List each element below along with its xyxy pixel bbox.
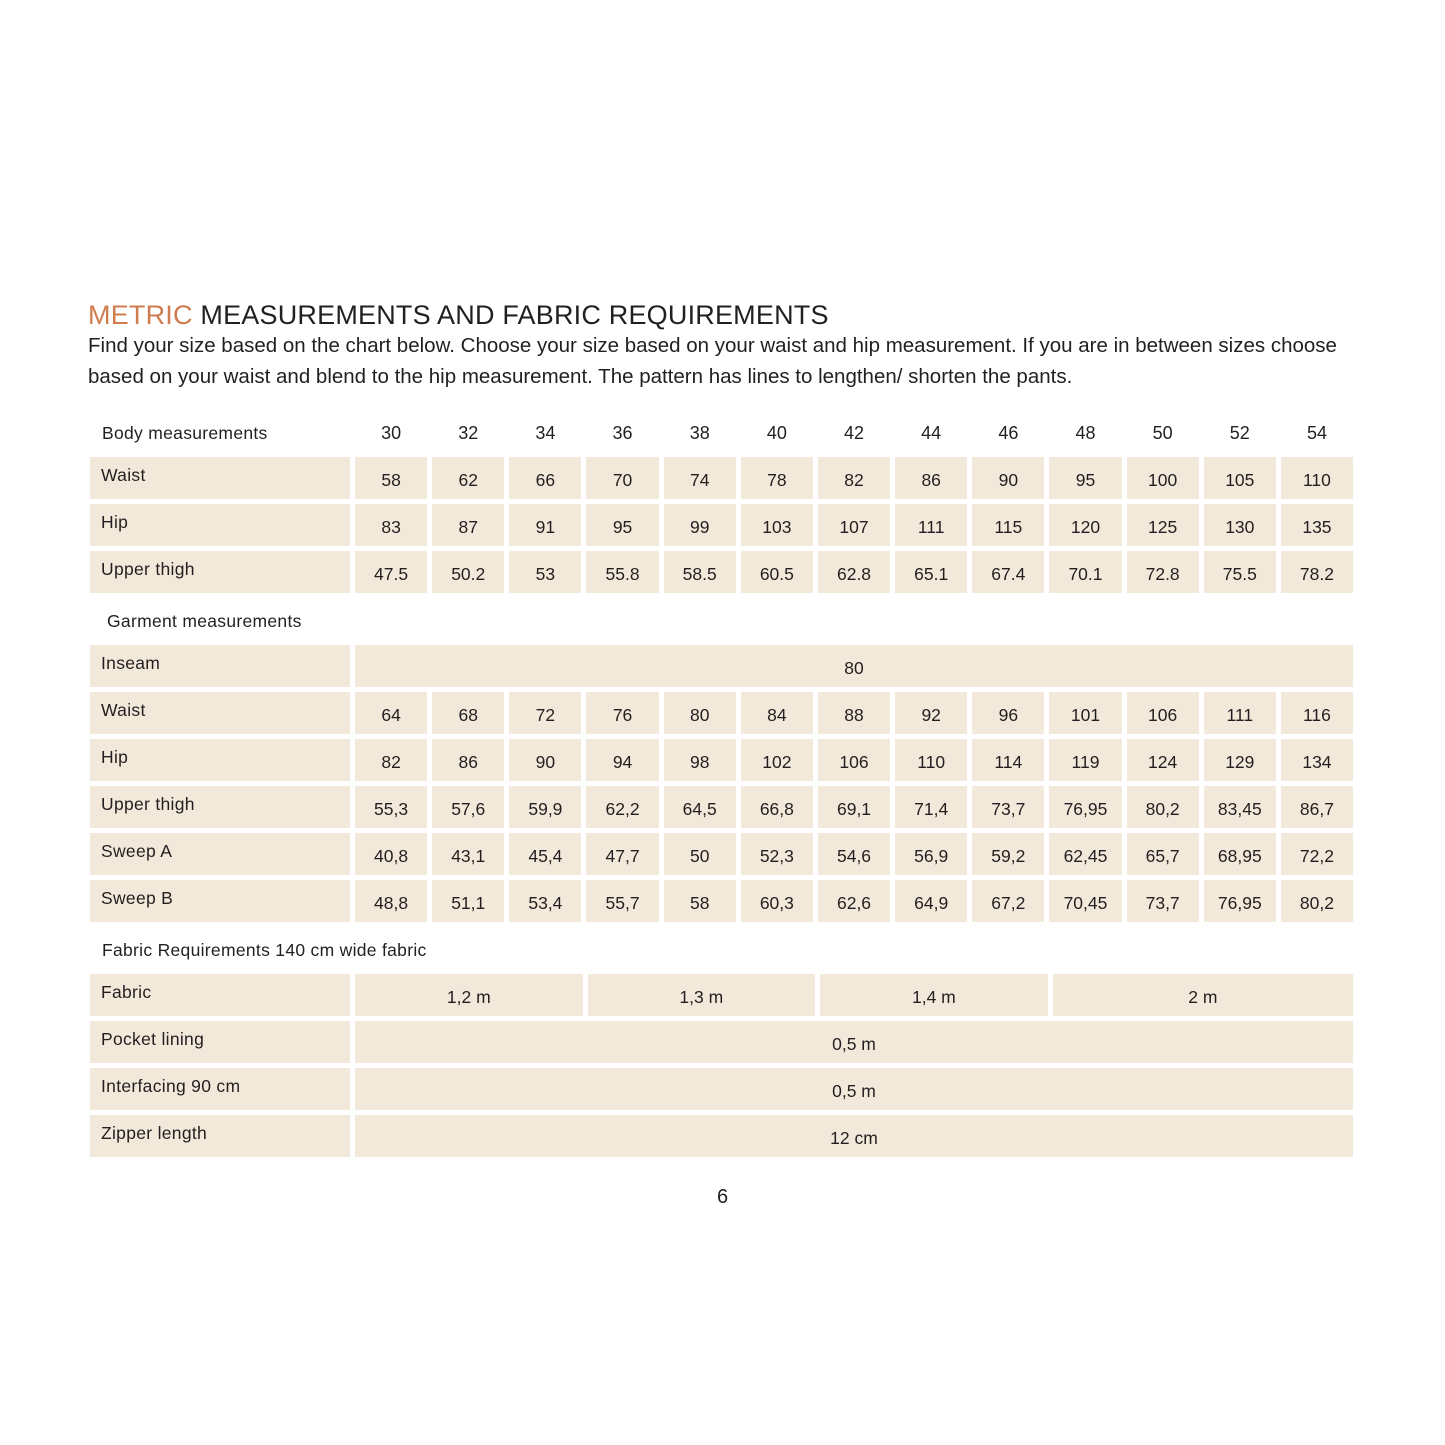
value-cell: 67,2 xyxy=(972,880,1044,922)
value-cell: 69,1 xyxy=(818,786,890,828)
value-cell: 75.5 xyxy=(1204,551,1276,593)
value-cell: 114 xyxy=(972,739,1044,781)
value-cell: 86 xyxy=(895,457,967,499)
row-label: Waist xyxy=(90,692,350,734)
value-cell: 110 xyxy=(895,739,967,781)
value-cell: 125 xyxy=(1127,504,1199,546)
value-cell: 47,7 xyxy=(586,833,658,875)
value-cell: 53 xyxy=(509,551,581,593)
fabric-value-cell: 1,4 m xyxy=(820,974,1048,1016)
page-number: 6 xyxy=(716,1186,729,1208)
value-cell: 73,7 xyxy=(972,786,1044,828)
size-header-42: 42 xyxy=(844,423,865,443)
value-cell: 73,7 xyxy=(1127,880,1199,922)
value-cell: 59,2 xyxy=(972,833,1044,875)
value-cell: 65,7 xyxy=(1127,833,1199,875)
size-header-34: 34 xyxy=(535,423,556,443)
value-cell: 50.2 xyxy=(432,551,504,593)
row-label: Zipper length xyxy=(90,1115,350,1157)
value-cell: 67.4 xyxy=(972,551,1044,593)
value-cell: 96 xyxy=(972,692,1044,734)
size-header-50: 50 xyxy=(1152,423,1173,443)
value-cell: 90 xyxy=(509,739,581,781)
value-cell: 58 xyxy=(664,880,736,922)
intro-paragraph: Find your size based on the chart below. Choose your size based on your waist and hip measurement. If you are in between sizes choose based on your waist and blend to the hip measurement. The pattern has lines to lengthen/ shorten the pants. xyxy=(88,334,1337,388)
size-header-40: 40 xyxy=(766,423,787,443)
value-cell: 57,6 xyxy=(432,786,504,828)
size-header-48: 48 xyxy=(1075,423,1096,443)
value-cell: 60,3 xyxy=(741,880,813,922)
value-cell: 88 xyxy=(818,692,890,734)
value-cell: 70 xyxy=(586,457,658,499)
value-cell: 86,7 xyxy=(1281,786,1353,828)
value-cell: 55,7 xyxy=(586,880,658,922)
value-cell: 76,95 xyxy=(1204,880,1276,922)
row-label: Fabric xyxy=(90,974,350,1016)
value-cell: 66,8 xyxy=(741,786,813,828)
value-cell: 124 xyxy=(1127,739,1199,781)
value-cell: 78.2 xyxy=(1281,551,1353,593)
value-cell: 80,2 xyxy=(1127,786,1199,828)
row-label: Upper thigh xyxy=(90,551,350,593)
size-header-52: 52 xyxy=(1229,423,1250,443)
value-cell: 106 xyxy=(1127,692,1199,734)
row-label: Sweep A xyxy=(90,833,350,875)
value-cell: 53,4 xyxy=(509,880,581,922)
body-measurements-rows xyxy=(90,457,1353,593)
value-cell: 66 xyxy=(509,457,581,499)
value-cell: 55,3 xyxy=(355,786,427,828)
body-row-waist xyxy=(90,457,1353,499)
value-cell: 50 xyxy=(664,833,736,875)
value-cell: 59,9 xyxy=(509,786,581,828)
pocket-lining-row xyxy=(90,1021,1353,1063)
value-cell: 71,4 xyxy=(895,786,967,828)
body-row-hip xyxy=(90,504,1353,546)
value-cell: 60.5 xyxy=(741,551,813,593)
value-cell: 129 xyxy=(1204,739,1276,781)
value-cell: 120 xyxy=(1049,504,1121,546)
value-cell: 45,4 xyxy=(509,833,581,875)
value-cell: 106 xyxy=(818,739,890,781)
fabric-value-cell: 2 m xyxy=(1053,974,1353,1016)
value-cell: 58 xyxy=(355,457,427,499)
title-accent: METRIC xyxy=(88,300,193,330)
title-text: MEASUREMENTS AND FABRIC REQUIREMENTS xyxy=(192,300,829,330)
size-header-row xyxy=(355,412,1353,454)
value-cell: 82 xyxy=(818,457,890,499)
value-cell: 80,2 xyxy=(1281,880,1353,922)
value-cell: 80 xyxy=(664,692,736,734)
page-title xyxy=(88,300,829,331)
value-cell: 87 xyxy=(432,504,504,546)
value-cell: 54,6 xyxy=(818,833,890,875)
value-cell: 62,2 xyxy=(586,786,658,828)
value-cell: 64,5 xyxy=(664,786,736,828)
body-measurements-label: Body measurements xyxy=(102,423,268,443)
value-cell: 101 xyxy=(1049,692,1121,734)
value-cell: 94 xyxy=(586,739,658,781)
size-header-38: 38 xyxy=(689,423,710,443)
value-cell: 65.1 xyxy=(895,551,967,593)
value-cell: 64 xyxy=(355,692,427,734)
value-cell: 99 xyxy=(664,504,736,546)
value-cell: 134 xyxy=(1281,739,1353,781)
value-cell: 51,1 xyxy=(432,880,504,922)
size-header-32: 32 xyxy=(458,423,479,443)
row-label: Upper thigh xyxy=(90,786,350,828)
row-label: Inseam xyxy=(90,645,350,687)
value-cell: 55.8 xyxy=(586,551,658,593)
zipper-length-value-cell: 12 cm xyxy=(355,1115,1353,1157)
size-header-44: 44 xyxy=(921,423,942,443)
value-cell: 105 xyxy=(1204,457,1276,499)
value-cell: 90 xyxy=(972,457,1044,499)
garment-row-hip xyxy=(90,739,1353,781)
value-cell: 76,95 xyxy=(1049,786,1121,828)
garment-measurements-header xyxy=(90,598,1353,645)
value-cell: 111 xyxy=(1204,692,1276,734)
value-cell: 68 xyxy=(432,692,504,734)
fabric-requirements-label: Fabric Requirements 140 cm wide fabric xyxy=(102,940,427,960)
inseam-value-cell: 80 xyxy=(355,645,1353,687)
row-label: Waist xyxy=(90,457,350,499)
value-cell: 83,45 xyxy=(1204,786,1276,828)
body-row-upper-thigh xyxy=(90,551,1353,593)
garment-row-sweep-b xyxy=(90,880,1353,922)
value-cell: 72.8 xyxy=(1127,551,1199,593)
zipper-length-row xyxy=(90,1115,1353,1157)
value-cell: 78 xyxy=(741,457,813,499)
value-cell: 107 xyxy=(818,504,890,546)
value-cell: 43,1 xyxy=(432,833,504,875)
inseam-row xyxy=(90,645,1353,687)
size-chart xyxy=(90,412,1353,1162)
size-header-36: 36 xyxy=(612,423,633,443)
interfacing-value-cell: 0,5 m xyxy=(355,1068,1353,1110)
size-header-54: 54 xyxy=(1306,423,1327,443)
value-cell: 70.1 xyxy=(1049,551,1121,593)
value-cell: 92 xyxy=(895,692,967,734)
value-cell: 76 xyxy=(586,692,658,734)
value-cell: 64,9 xyxy=(895,880,967,922)
value-cell: 119 xyxy=(1049,739,1121,781)
value-cell: 111 xyxy=(895,504,967,546)
size-header-30: 30 xyxy=(381,423,402,443)
value-cell: 68,95 xyxy=(1204,833,1276,875)
garment-row-waist xyxy=(90,692,1353,734)
value-cell: 58.5 xyxy=(664,551,736,593)
value-cell: 102 xyxy=(741,739,813,781)
value-cell: 115 xyxy=(972,504,1044,546)
garment-measurements-rows xyxy=(90,692,1353,922)
row-label: Hip xyxy=(90,504,350,546)
fabric-requirements-header xyxy=(90,927,1353,974)
value-cell: 62,6 xyxy=(818,880,890,922)
value-cell: 62.8 xyxy=(818,551,890,593)
body-measurements-header xyxy=(90,412,1353,454)
value-cell: 52,3 xyxy=(741,833,813,875)
garment-row-upper-thigh xyxy=(90,786,1353,828)
row-label: Interfacing 90 cm xyxy=(90,1068,350,1110)
interfacing-row xyxy=(90,1068,1353,1110)
value-cell: 135 xyxy=(1281,504,1353,546)
value-cell: 98 xyxy=(664,739,736,781)
value-cell: 62 xyxy=(432,457,504,499)
value-cell: 91 xyxy=(509,504,581,546)
row-label: Pocket lining xyxy=(90,1021,350,1063)
value-cell: 110 xyxy=(1281,457,1353,499)
value-cell: 95 xyxy=(1049,457,1121,499)
fabric-value-cell: 1,2 m xyxy=(355,974,583,1016)
pocket-lining-value-cell: 0,5 m xyxy=(355,1021,1353,1063)
garment-measurements-label: Garment measurements xyxy=(107,611,302,631)
value-cell: 86 xyxy=(432,739,504,781)
value-cell: 62,45 xyxy=(1049,833,1121,875)
value-cell: 74 xyxy=(664,457,736,499)
value-cell: 84 xyxy=(741,692,813,734)
value-cell: 72 xyxy=(509,692,581,734)
row-label: Hip xyxy=(90,739,350,781)
value-cell: 72,2 xyxy=(1281,833,1353,875)
value-cell: 40,8 xyxy=(355,833,427,875)
size-header-46: 46 xyxy=(998,423,1019,443)
value-cell: 100 xyxy=(1127,457,1199,499)
value-cell: 47.5 xyxy=(355,551,427,593)
row-label: Sweep B xyxy=(90,880,350,922)
value-cell: 103 xyxy=(741,504,813,546)
value-cell: 82 xyxy=(355,739,427,781)
garment-row-sweep-a xyxy=(90,833,1353,875)
value-cell: 56,9 xyxy=(895,833,967,875)
fabric-value-cell: 1,3 m xyxy=(588,974,816,1016)
value-cell: 70,45 xyxy=(1049,880,1121,922)
fabric-row xyxy=(90,974,1353,1016)
value-cell: 83 xyxy=(355,504,427,546)
value-cell: 48,8 xyxy=(355,880,427,922)
value-cell: 95 xyxy=(586,504,658,546)
value-cell: 116 xyxy=(1281,692,1353,734)
value-cell: 130 xyxy=(1204,504,1276,546)
